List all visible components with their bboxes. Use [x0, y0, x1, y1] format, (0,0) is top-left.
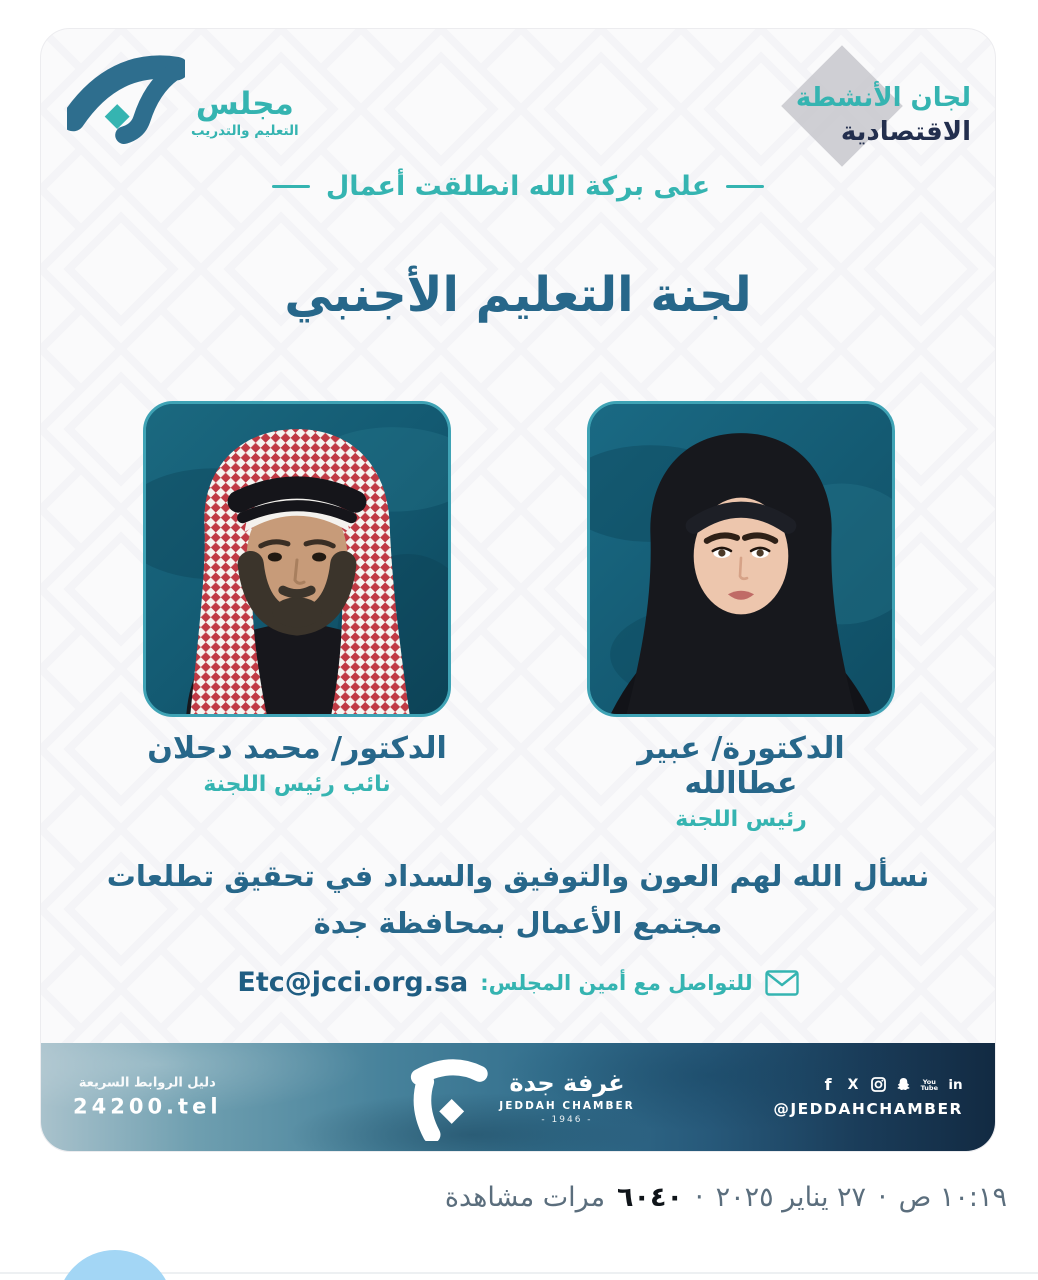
- member-vice-chair: [143, 401, 451, 797]
- views-count: ٦٠٤٠: [617, 1182, 683, 1213]
- avatar[interactable]: [57, 1250, 173, 1280]
- committee-badge: [761, 59, 981, 179]
- quick-links-block: [73, 1076, 222, 1119]
- council-logo-title: مجلس: [195, 85, 294, 122]
- social-block: [773, 1076, 963, 1118]
- tweet-date: ٢٧ يناير ٢٠٢٥: [715, 1182, 867, 1213]
- contact-email: Etc@jcci.org.sa: [237, 967, 469, 998]
- x-icon: X: [847, 1076, 859, 1093]
- tagline-text: على بركة الله انطلقت أعمال: [325, 171, 711, 202]
- council-brush-icon: [67, 47, 185, 145]
- meta-separator: ·: [694, 1182, 704, 1213]
- prayer-text: [41, 853, 995, 947]
- footer-bar: [41, 1043, 995, 1151]
- member-name: الدكتورة/ عبير عطاالله: [637, 731, 845, 801]
- member-role: رئيس اللجنة: [675, 807, 807, 832]
- prayer-line2: مجتمع الأعمال بمحافظة جدة: [313, 906, 723, 940]
- contact-label: للتواصل مع أمين المجلس:: [480, 970, 753, 995]
- social-icons-row: [773, 1076, 963, 1093]
- member-chair: [587, 401, 895, 832]
- chamber-brush-icon: [401, 1053, 489, 1141]
- chamber-logo: [401, 1053, 634, 1141]
- prayer-line1: نسأل الله لهم العون والتوفيق والسداد في تحقيق تطلعات: [106, 859, 930, 893]
- member-photo-man-in-ghutra: [143, 401, 451, 717]
- announcement-poster-image[interactable]: [40, 28, 996, 1152]
- quick-links-number: 24200.tel: [73, 1094, 222, 1119]
- tagline-row: [41, 171, 995, 202]
- instagram-icon: [871, 1076, 886, 1093]
- linkedin-icon: in: [948, 1076, 963, 1093]
- member-role: نائب رئيس اللجنة: [203, 772, 391, 797]
- council-logo: [67, 47, 299, 145]
- member-photo-woman-in-hijab: [587, 401, 895, 717]
- meta-separator: ·: [878, 1182, 887, 1213]
- social-handle: @JEDDAHCHAMBER: [773, 1100, 963, 1118]
- chamber-arabic-name: غرفة جدة: [509, 1069, 625, 1097]
- tweet-meta-line: [445, 1182, 1007, 1213]
- views-label: مرات مشاهدة: [444, 1182, 606, 1213]
- quick-links-label: دليل الروابط السريعة: [78, 1075, 216, 1091]
- badge-line1: لجان الأنشطة: [795, 83, 971, 113]
- council-logo-text: [191, 87, 299, 139]
- facebook-icon: f: [824, 1075, 832, 1094]
- chamber-year: - 1946 -: [541, 1115, 593, 1125]
- member-name: الدكتور/ محمد دحلان: [147, 731, 447, 766]
- chamber-logo-text: [499, 1069, 634, 1125]
- youtube-icon: You Tube: [920, 1077, 938, 1092]
- snapchat-icon: [896, 1076, 911, 1093]
- tagline-dash-left: [272, 185, 310, 188]
- chamber-english-name: JEDDAH CHAMBER: [499, 1100, 635, 1112]
- contact-row: [41, 967, 995, 998]
- envelope-icon: [765, 970, 799, 996]
- badge-line2: الاقتصادية: [840, 117, 971, 147]
- tagline-dash-right: [726, 185, 764, 188]
- committee-title: لجنة التعليم الأجنبي: [284, 267, 752, 323]
- council-logo-subtitle: التعليم والتدريب: [191, 123, 299, 140]
- tweet-time: ١٠:١٩ ص: [898, 1182, 1007, 1213]
